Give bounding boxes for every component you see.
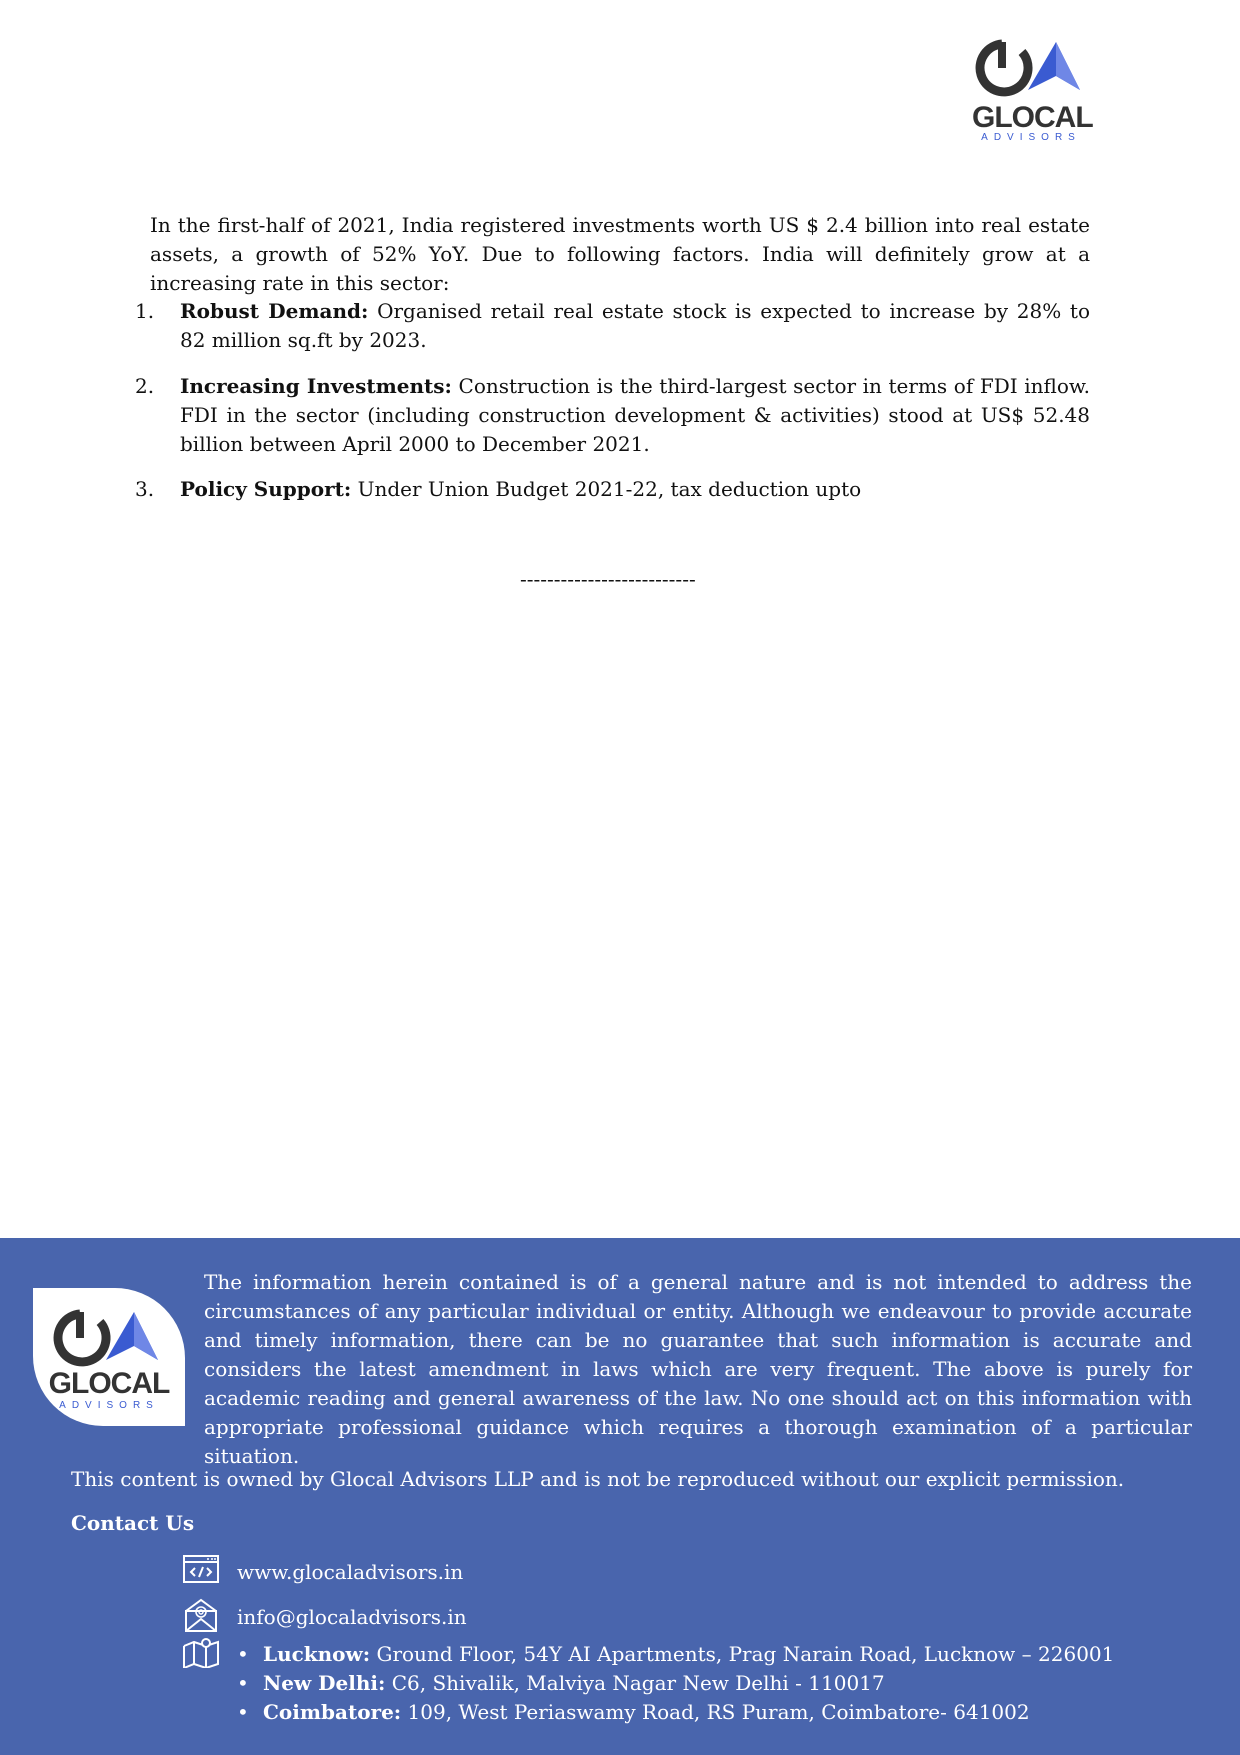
list-text: Construction is the third-largest sector in terms of FDI inflow. FDI in the sector (including construction development & activities) stood at US$ 52.48 billion between April 2000 to December 2021. [180,374,1090,456]
logo-name: GLOCAL [48,1367,170,1400]
list-item [135,297,1090,355]
map-location-icon [182,1638,220,1668]
list-number: 1. [135,299,155,323]
list-heading: Increasing Investments: [180,374,452,398]
office-item-lucknow: • Lucknow: Ground Floor, 54Y AI Apartments, Prag Narain Road, Lucknow – 226001 [237,1642,1115,1666]
list-text: Under Union Budget 2021-22, tax deduction upto [351,477,862,501]
website-link[interactable]: www.glocaladvisors.in [237,1560,464,1584]
glocal-logo-mark-icon [972,38,1090,100]
office-list [237,1640,1114,1727]
office-address: Ground Floor, 54Y AI Apartments, Prag Narain Road, Lucknow – 226001 [370,1642,1115,1666]
office-city: New Delhi: [263,1671,386,1695]
office-city: Lucknow: [263,1642,371,1666]
intro-paragraph: In the first-half of 2021, India registered investments worth US $ 2.4 billion into real estate assets, a growth of 52% YoY. Due to following factors. India will definitely grow at a increasing rate in this sector: [150,213,1090,295]
footer [0,1238,1240,1755]
footer-logo [33,1288,185,1426]
list-heading: Policy Support: [180,477,352,501]
code-window-icon [182,1552,220,1588]
list-number: 3. [135,477,155,501]
list-text: Organised retail real estate stock is expected to increase by 28% to 82 million sq.ft by 2023. [180,299,1091,352]
logo-tagline: ADVISORS [981,132,1081,143]
office-address: 109, West Periaswamy Road, RS Puram, Coimbatore- 641002 [401,1700,1030,1724]
office-item-coimbatore: • Coimbatore: 109, West Periaswamy Road, RS Puram, Coimbatore- 641002 [237,1700,1030,1724]
office-item-new-delhi: • New Delhi: C6, Shivalik, Malviya Nagar New Delhi - 110017 [237,1671,885,1695]
email-envelope-icon [182,1597,220,1633]
office-address: C6, Shivalik, Malviya Nagar New Delhi - 110017 [385,1671,885,1695]
list-item [135,372,1090,459]
list-heading: Robust Demand: [180,299,369,323]
header-logo [972,38,1093,143]
logo-name: GLOCAL [972,101,1093,134]
list-item [135,475,1090,504]
disclaimer: The information herein contained is of a general nature and is not intended to address the circumstances of any particular individual or entity. Although we endeavour to provide accurate and timely information, there can be no guarantee that such information is accurate and considers the latest amendment in laws which are very frequent. The above is purely for academic reading and general awareness of the law. No one should act on this information with appropriate professional guidance which requires a thorough examination of a particular situation. [204,1270,1192,1468]
list-number: 2. [135,374,155,398]
contact-title: Contact Us [71,1511,195,1535]
email-link[interactable]: info@glocaladvisors.in [237,1605,467,1629]
section-divider: -------------------------- [520,567,696,591]
ownership-notice: This content is owned by Glocal Advisors LLP and is not be reproduced without our explicit permission. [71,1467,1125,1491]
glocal-logo-mark-icon [49,1308,169,1370]
office-city: Coimbatore: [263,1700,402,1724]
logo-tagline: ADVISORS [59,1400,159,1411]
